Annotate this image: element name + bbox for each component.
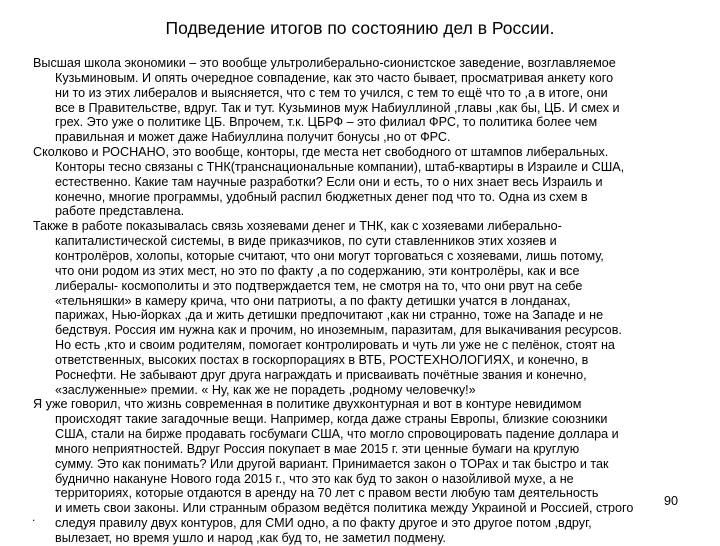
paragraph-line: работе представлена. bbox=[55, 204, 185, 219]
paragraph-hse bbox=[33, 56, 707, 145]
slide-title: Подведение итогов по состоянию дел в России. bbox=[165, 18, 555, 38]
paragraph-line: «тельняшки» в камеру крича, что они патриоты, а по факту детишки учатся в лонданах, bbox=[55, 293, 571, 308]
paragraph-line: конечно, многие программы, удобный распил бюджетных денег под что то. Одна из схем в bbox=[55, 189, 588, 204]
paragraph-line: Сколково и РОСНАНО, это вообще, конторы, где места нет свободного от штампов либеральных. bbox=[33, 145, 609, 160]
paragraph-line: Также в работе показывалась связь хозяевами денег и ТНК, как с хозяевами либерально- bbox=[33, 219, 562, 234]
paragraph-line: Но есть ,кто и своим родителям, помогает контролировать и чуть ли уже не с пелёнок, стоят на bbox=[55, 338, 615, 353]
paragraph-line: либералы- космополиты и это подтверждается тем, не смотря на то, что они рвут на себе bbox=[55, 278, 583, 293]
page-number: 90 bbox=[663, 494, 678, 508]
paragraph-line: капиталистической системы, в виде приказчиков, по сути ставленников этих хозяев и bbox=[55, 234, 557, 249]
paragraph-line: буднично накануне Нового года 2015 г., что это как буд то закон о назойливой мухе, а не bbox=[55, 471, 574, 486]
paragraph-line: вылезает, но время ушло и народ ,как буд то, не заметил подмену. bbox=[55, 531, 446, 545]
paragraph-line: «заслуженные» премии. « Ну, как же не порадеть ,родному человечку!» bbox=[55, 382, 476, 397]
paragraph-tnk bbox=[33, 219, 707, 397]
paragraph-line: бедствуя. Россия им нужна как и прочим, но иноземным, паразитам, для выкачивания ресурсов. bbox=[55, 323, 622, 338]
footer-mark: . bbox=[32, 510, 36, 524]
paragraph-line: грех. Это уже о политике ЦБ. Впрочем, т.к. ЦБРФ – это филиал ФРС, то политика более чем bbox=[55, 115, 598, 130]
paragraph-line: парижах, Нью-йорках ,да и жить детишки предпочитают ,как ни странно, тоже на Западе и не bbox=[55, 308, 604, 323]
paragraph-line: Кузьминовым. И опять очередное совпадение, как это часто бывает, просматривая анкету кого bbox=[55, 70, 614, 85]
paragraph-skolkovo bbox=[33, 145, 707, 219]
paragraph-line: контролёров, холопы, которые считают, что они могут торговаться с хозяевами, лишь потому, bbox=[55, 248, 604, 263]
paragraph-line: происходят такие загадочные вещи. Например, когда даже страны Европы, близкие союзники bbox=[55, 412, 608, 427]
paragraph-line: естественно. Какие там научные разработки? Если они и есть, то о них знает весь Израиль и bbox=[55, 174, 603, 189]
slide-body bbox=[33, 56, 707, 546]
paragraph-line: следуя правилу двух контуров, для СМИ одно, а по факту другое и это другое потом ,вдруг, bbox=[55, 516, 592, 531]
paragraph-line: много неприятностей. Вдруг Россия покупает в мае 2015 г. эти ценные бумаги на круглую bbox=[55, 441, 580, 456]
paragraph-line: США, стали на бирже продавать госбумаги США, что могло спровоцировать падение доллара и bbox=[55, 427, 619, 442]
paragraph-line: Высшая школа экономики – это вообще ультролиберально-сионистское заведение, возглавляемое bbox=[33, 56, 616, 70]
paragraph-two-contours bbox=[33, 397, 707, 545]
paragraph-line: что они родом из этих мест, но это по факту ,а по содержанию, эти контролёры, как и все bbox=[55, 263, 580, 278]
paragraph-line: сумму. Это как понимать? Или другой вариант. Принимается закон о ТОРах и так быстро и так bbox=[55, 456, 609, 471]
paragraph-line: правильная и может даже Набиуллина получит бонусы ,но от ФРС. bbox=[55, 130, 451, 145]
paragraph-line: Я уже говорил, что жизнь современная в политике двухконтурная и вот в контуре невидимом bbox=[33, 397, 582, 412]
paragraph-line: все в Правительстве, вдруг. Так и тут. Кузьминов муж Набиуллиной ,главы ,как бы, ЦБ. И смех и bbox=[55, 100, 620, 115]
paragraph-line: территориях, которые отдаются в аренду на 70 лет с правом вести любую там деятельность bbox=[55, 486, 599, 501]
paragraph-line: Роснефти. Не забывают друг друга награждать и присваивать почётные звания и конечно, bbox=[55, 367, 587, 382]
paragraph-line: Конторы тесно связаны с ТНК(транснациональные компании), штаб-квартиры в Израиле и США, bbox=[55, 159, 625, 174]
paragraph-line: ни то из этих либералов и выясняется, что с тем то учился, с тем то ещё что то ,а в итоге, они bbox=[55, 85, 608, 100]
paragraph-line: и иметь свои законы. Или странным образом ведётся политика между Украиной и Россией, строго bbox=[55, 501, 634, 516]
paragraph-line: ответственных, высоких постах в госкорпорациях в ВТБ, РОСТЕХНОЛОГИЯХ, и конечно, в bbox=[55, 352, 589, 367]
